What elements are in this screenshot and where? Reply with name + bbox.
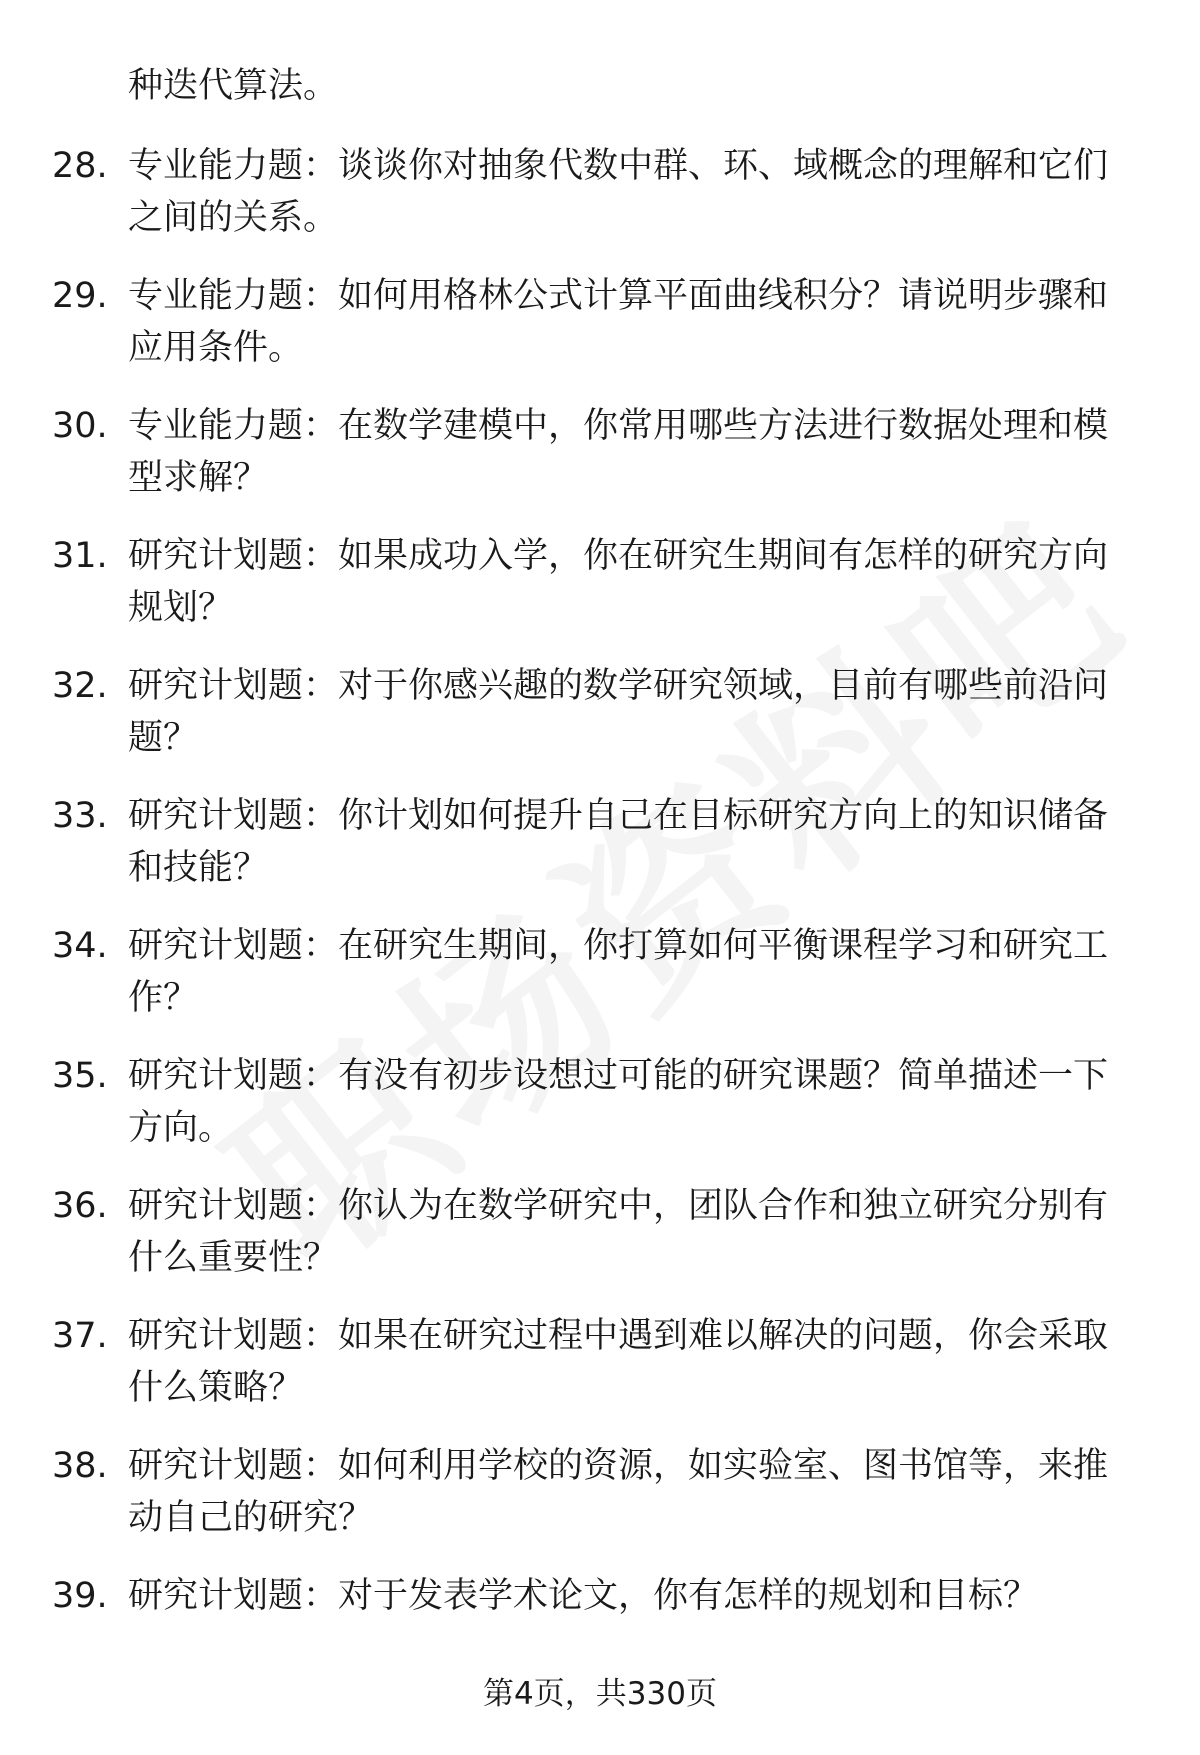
- list-item: [0, 1440, 1200, 1570]
- question-number: 29.: [52, 276, 108, 316]
- question-number: 37.: [52, 1316, 108, 1356]
- question-number: 36.: [52, 1186, 108, 1226]
- list-item: [0, 530, 1200, 660]
- continuation-text: 种迭代算法。: [128, 66, 339, 106]
- question-number: 33.: [52, 796, 108, 836]
- question-text: 研究计划题：对于你感兴趣的数学研究领域，目前有哪些前沿问题？: [128, 666, 1109, 758]
- question-number: 31.: [52, 536, 108, 576]
- question-text: 研究计划题：在研究生期间，你打算如何平衡课程学习和研究工作？: [128, 926, 1109, 1018]
- list-item: [0, 660, 1200, 790]
- question-text: 研究计划题：如果成功入学，你在研究生期间有怎样的研究方向规划？: [128, 536, 1109, 628]
- question-number: 34.: [52, 926, 108, 966]
- question-number: 28.: [52, 146, 108, 186]
- question-text: 研究计划题：你计划如何提升自己在目标研究方向上的知识储备和技能？: [128, 796, 1109, 888]
- question-number: 32.: [52, 666, 108, 706]
- question-text: 研究计划题：你认为在数学研究中，团队合作和独立研究分别有什么重要性？: [128, 1186, 1109, 1278]
- question-number: 30.: [52, 406, 108, 446]
- question-text: 专业能力题：如何用格林公式计算平面曲线积分？请说明步骤和应用条件。: [128, 276, 1109, 368]
- question-text: 研究计划题：如何利用学校的资源，如实验室、图书馆等，来推动自己的研究？: [128, 1446, 1109, 1538]
- list-item: [0, 1050, 1200, 1180]
- question-text: 研究计划题：有没有初步设想过可能的研究课题？简单描述一下方向。: [128, 1056, 1109, 1148]
- list-item: [0, 270, 1200, 400]
- list-item: [0, 790, 1200, 920]
- question-text: 专业能力题：在数学建模中，你常用哪些方法进行数据处理和模型求解？: [128, 406, 1109, 498]
- question-number: 35.: [52, 1056, 108, 1096]
- question-text: 专业能力题：谈谈你对抽象代数中群、环、域概念的理解和它们之间的关系。: [128, 146, 1109, 238]
- list-item: [0, 400, 1200, 530]
- list-item: [0, 140, 1200, 270]
- question-text: 研究计划题：对于发表学术论文，你有怎样的规划和目标？: [128, 1576, 1039, 1616]
- list-item: [0, 920, 1200, 1050]
- question-list: [0, 140, 1200, 1700]
- list-item: [0, 1180, 1200, 1310]
- list-item: [0, 1310, 1200, 1440]
- page-footer: 第4页，共330页: [483, 1676, 717, 1712]
- question-number: 38.: [52, 1446, 108, 1486]
- question-text: 研究计划题：如果在研究过程中遇到难以解决的问题，你会采取什么策略？: [128, 1316, 1109, 1408]
- question-number: 39.: [52, 1576, 108, 1616]
